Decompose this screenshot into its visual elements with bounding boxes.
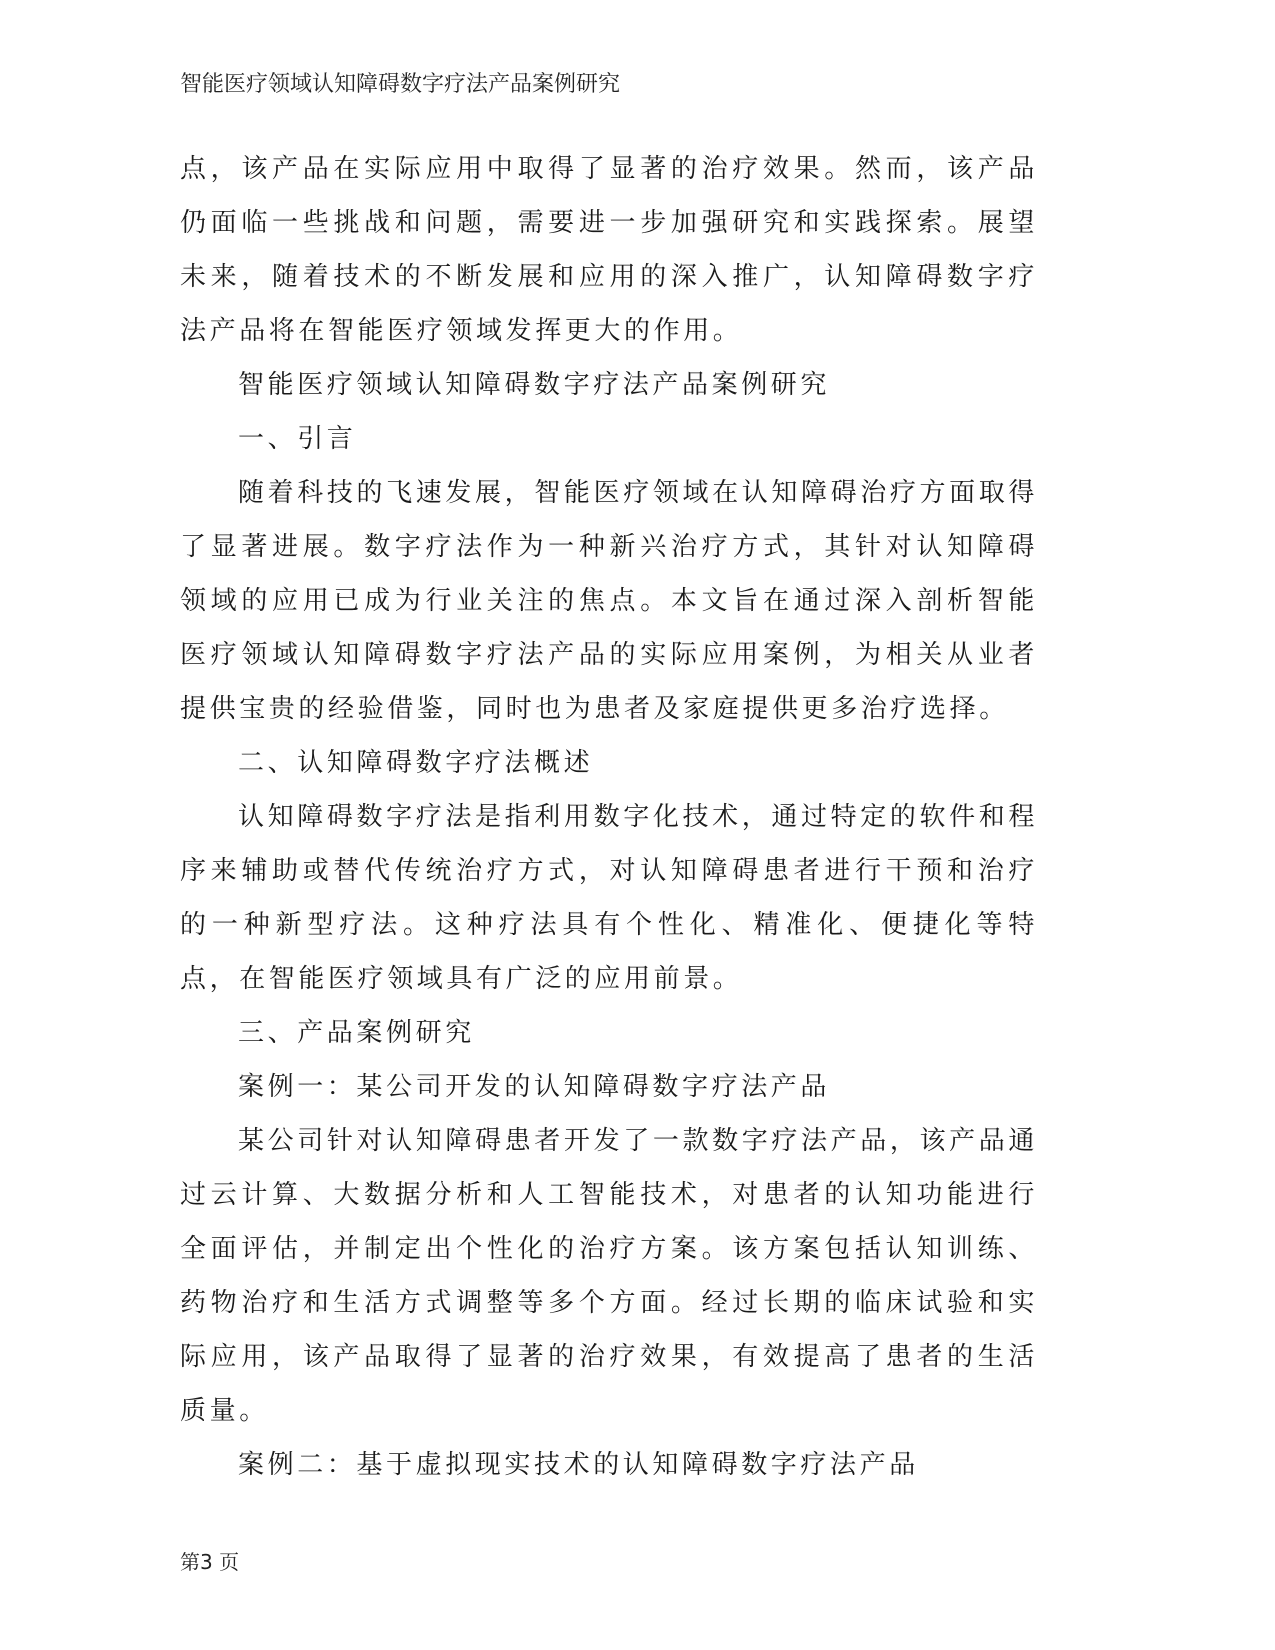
page-number: 第3 页 <box>180 1550 240 1574</box>
section-heading-overview: 二、认知障碍数字疗法概述 <box>238 748 594 778</box>
case-one-heading: 案例一：某公司开发的认知障碍数字疗法产品 <box>238 1072 831 1102</box>
case-two-heading: 案例二：基于虚拟现实技术的认知障碍数字疗法产品 <box>238 1450 919 1480</box>
running-header: 智能医疗领域认知障碍数字疗法产品案例研究 <box>180 72 621 97</box>
article-title: 智能医疗领域认知障碍数字疗法产品案例研究 <box>238 370 831 400</box>
case-one-paragraph: 某公司针对认知障碍患者开发了一款数字疗法产品，该产品通过云计算、大数据分析和人工智能技术，对患者的认知功能进行全面评估，并制定出个性化的治疗方案。该方案包括认知训练、药物治疗和生活方式调整等多个方面。经过长期的临床试验和实际应用，该产品取得了显著的治疗效果，有效提高了患者的生活质量。 <box>180 1126 1038 1426</box>
overview-paragraph: 认知障碍数字疗法是指利用数字化技术，通过特定的软件和程序来辅助或替代传统治疗方式，对认知障碍患者进行干预和治疗的一种新型疗法。这种疗法具有个性化、精准化、便捷化等特点，在智能医疗领域具有广泛的应用前景。 <box>180 802 1038 994</box>
continuation-paragraph: 点，该产品在实际应用中取得了显著的治疗效果。然而，该产品仍面临一些挑战和问题，需要进一步加强研究和实践探索。展望未来，随着技术的不断发展和应用的深入推广，认知障碍数字疗法产品将在智能医疗领域发挥更大的作用。 <box>180 154 1038 346</box>
document-body <box>180 142 1038 1492</box>
introduction-paragraph: 随着科技的飞速发展，智能医疗领域在认知障碍治疗方面取得了显著进展。数字疗法作为一种新兴治疗方式，其针对认知障碍领域的应用已成为行业关注的焦点。本文旨在通过深入剖析智能医疗领域认知障碍数字疗法产品的实际应用案例，为相关从业者提供宝贵的经验借鉴，同时也为患者及家庭提供更多治疗选择。 <box>180 478 1038 724</box>
section-heading-case-studies: 三、产品案例研究 <box>238 1018 475 1048</box>
section-heading-introduction: 一、引言 <box>238 424 357 454</box>
